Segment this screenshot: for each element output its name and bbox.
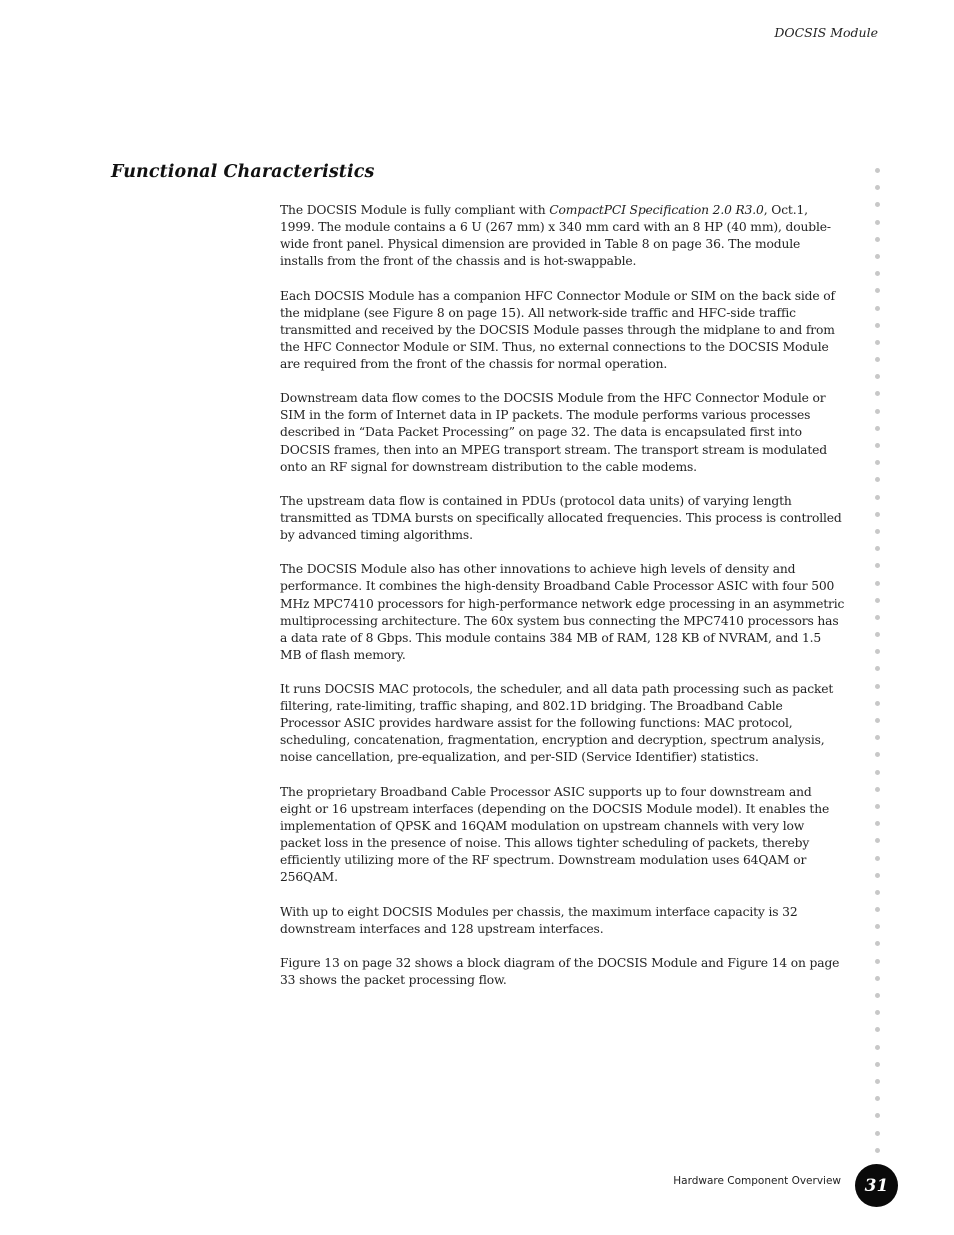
margin-dot (875, 374, 880, 379)
paragraph-hfc-connector: Each DOCSIS Module has a companion HFC Connector Module or SIM on the back side of the midplane (see Figure 8 on page 15). All network-side traffic and HFC-side traffic transmitted and received by the DOCSIS Module passes through the midplane to and from the HFC Connector Module or SIM. Thus, no external connections to the DOCSIS Module are required from the front of the chassis for normal operation. (280, 288, 835, 371)
margin-dot (875, 718, 880, 723)
margin-dot (875, 581, 880, 586)
margin-dot (875, 873, 880, 878)
margin-dot (875, 1131, 880, 1136)
page-number-badge (855, 1164, 898, 1207)
margin-dot (875, 220, 880, 225)
margin-dot (875, 752, 880, 757)
margin-dot (875, 288, 880, 293)
margin-dot (875, 838, 880, 843)
spec-title: CompactPCI Specification 2.0 R3.0 (549, 203, 764, 217)
margin-dot (875, 1010, 880, 1015)
margin-dot (875, 185, 880, 190)
margin-dot (875, 701, 880, 706)
margin-dot (875, 684, 880, 689)
margin-dot (875, 495, 880, 500)
margin-dot (875, 1096, 880, 1101)
margin-dot (875, 1027, 880, 1032)
paragraph-innovations: The DOCSIS Module also has other innovations to achieve high levels of density and performance. It combines the high-density Broadband Cable Processor ASIC with four 500 MHz MPC7410 processors for high-performance network edge processing in an asymmetric multiprocessing architecture. The 60x system bus connecting the MPC7410 processors has a data rate of 8 Gbps. This module contains 384 MB of RAM, 128 KB of NVRAM, and 1.5 MB of flash memory. (280, 562, 845, 662)
margin-dot (875, 924, 880, 929)
margin-dot (875, 615, 880, 620)
margin-dot (875, 426, 880, 431)
paragraph-asic: The proprietary Broadband Cable Processor ASIC supports up to four downstream and eight or 16 upstream interfaces (depending on the DOCSIS Module model). It enables the implementation of QPSK and 16QAM modulation on upstream channels with very low packet loss in the presence of noise. This allows tighter scheduling of packets, thereby efficiently utilizing more of the RF spectrum. Downstream modulation uses 64QAM or 256QAM. (280, 784, 830, 885)
margin-dot (875, 340, 880, 345)
margin-dot (875, 941, 880, 946)
margin-dot (875, 460, 880, 465)
page-number: 31 (864, 1175, 889, 1196)
margin-dot (875, 907, 880, 912)
margin-dot (875, 959, 880, 964)
margin-dot (875, 598, 880, 603)
paragraph-figures: Figure 13 on page 32 shows a block diagram of the DOCSIS Module and Figure 14 on page 33 shows the packet processing flow. (280, 955, 840, 987)
margin-dot (875, 202, 880, 207)
margin-dot (875, 443, 880, 448)
section-title: Functional Characteristics (111, 162, 375, 182)
margin-dot-rule (873, 168, 881, 1165)
paragraph-compliance: The DOCSIS Module is fully compliant with CompactPCI Specification 2.0 R3.0, Oct.1, 1999. The module contains a 6 U (267 mm) x 340 mm card with an 8 HP (40 mm), double-wide front panel. Physical dimension are provided in Table 8 on page 36. The module installs from the front of the chassis and is hot-swappable. (280, 203, 831, 269)
body-text (280, 202, 845, 1006)
margin-dot (875, 477, 880, 482)
margin-dot (875, 976, 880, 981)
margin-dot (875, 409, 880, 414)
footer-chapter-label: Hardware Component Overview (673, 1175, 841, 1187)
margin-dot (875, 804, 880, 809)
margin-dot (875, 735, 880, 740)
margin-dot (875, 1045, 880, 1050)
paragraph-mac-protocols: It runs DOCSIS MAC protocols, the scheduler, and all data path processing such as packet filtering, rate-limiting, traffic shaping, and 802.1D bridging. The Broadband Cable Processor ASIC provides hardware assist for the following functions: MAC protocol, scheduling, concatenation, fragmentation, encryption and decryption, spectrum analysis, noise cancellation, pre-equalization, and per-SID (Service Identifier) statistics. (280, 682, 834, 765)
margin-dot (875, 632, 880, 637)
margin-dot (875, 168, 880, 173)
paragraph-downstream: Downstream data flow comes to the DOCSIS Module from the HFC Connector Module or SIM in the form of Internet data in IP packets. The module performs various processes described in “Data Packet Processing” on page 32. The data is encapsulated first into DOCSIS frames, then into an MPEG transport stream. The transport stream is modulated onto an RF signal for downstream distribution to the cable modems. (280, 391, 827, 474)
margin-dot (875, 666, 880, 671)
margin-dot (875, 649, 880, 654)
margin-dot (875, 563, 880, 568)
margin-dot (875, 306, 880, 311)
margin-dot (875, 1062, 880, 1067)
margin-dot (875, 271, 880, 276)
margin-dot (875, 787, 880, 792)
margin-dot (875, 546, 880, 551)
margin-dot (875, 512, 880, 517)
margin-dot (875, 1079, 880, 1084)
margin-dot (875, 856, 880, 861)
margin-dot (875, 890, 880, 895)
margin-dot (875, 237, 880, 242)
paragraph-capacity: With up to eight DOCSIS Modules per chassis, the maximum interface capacity is 32 downstream interfaces and 128 upstream interfaces. (280, 904, 798, 936)
running-header: DOCSIS Module (774, 25, 878, 40)
paragraph-upstream: The upstream data flow is contained in PDUs (protocol data units) of varying length transmitted as TDMA bursts on specifically allocated frequencies. This process is controlled by advanced timing algorithms. (280, 493, 842, 543)
margin-dot (875, 254, 880, 259)
margin-dot (875, 529, 880, 534)
margin-dot (875, 323, 880, 328)
margin-dot (875, 993, 880, 998)
margin-dot (875, 821, 880, 826)
margin-dot (875, 391, 880, 396)
margin-dot (875, 1148, 880, 1153)
margin-dot (875, 357, 880, 362)
margin-dot (875, 770, 880, 775)
margin-dot (875, 1113, 880, 1118)
